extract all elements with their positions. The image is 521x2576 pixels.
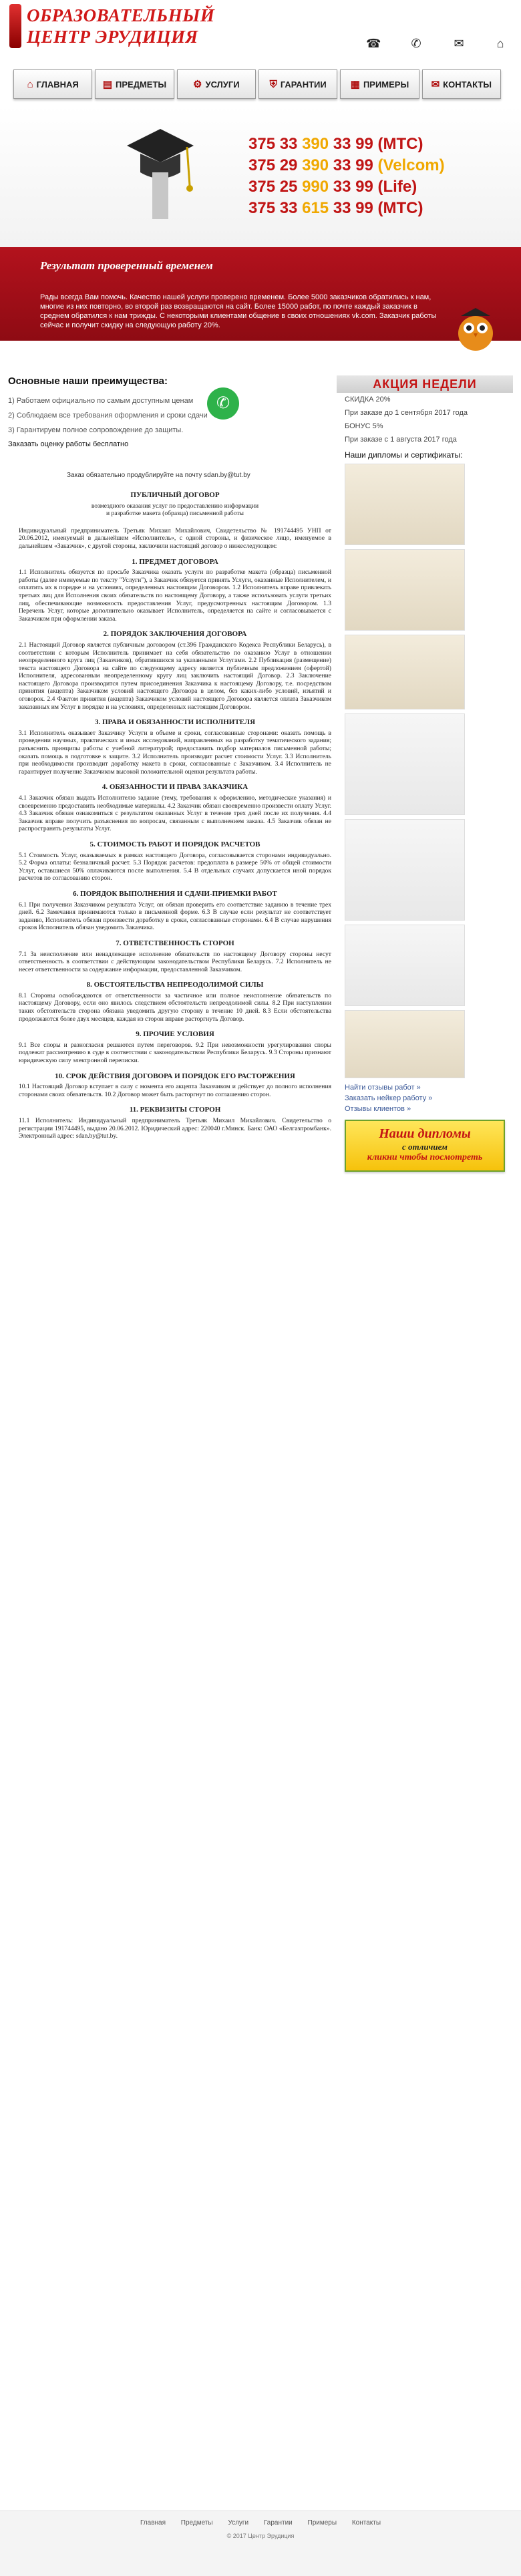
phone-list [248,134,445,219]
advantages-title: Основные наши преимущества: [8,375,168,387]
diplomas-title: Наши дипломы и сертификаты: [345,450,463,460]
section-text: 4.1 Заказчик обязан выдать Исполнителю задание (тему, требования к оформлению, методические указания) и своевременно предоставить необходимые материалы. 4.2 Заказчик обязан своевременно произвести оплату Услуг. 4.3 Заказчик обязан ознакомиться с результатом оказанных Услуг в течение трех дней после их получения. 4.4 Заказчик вправе получить разъяснения по вопросам, связанным с выполнением заказа. 4.5 Заказчик обязан не распространять результаты Услуг. [19,794,331,833]
advantage-item: 1) Работаем официально по самым доступным ценам [8,397,194,405]
section-title: 7. ОТВЕТСТВЕННОСТЬ СТОРОН [116,939,234,947]
nav-guarantees[interactable] [258,69,337,99]
footer-link[interactable]: Гарантии [263,2519,293,2527]
honors-diplomas-button[interactable] [345,1120,505,1172]
main-nav [13,69,501,100]
contract-title: ПУБЛИЧНЫЙ ДОГОВОР [130,491,220,499]
footer-link[interactable]: Предметы [180,2519,213,2527]
phone-number[interactable]: 375 25 990 33 99 (Life) [248,178,417,196]
nav-subjects[interactable] [95,69,174,99]
nav-label: ПРЕДМЕТЫ [116,79,167,90]
section-title: 3. ПРАВА И ОБЯЗАННОСТИ ИСПОЛНИТЕЛЯ [94,718,256,727]
honors-line3: кликни чтобы посмотреть [367,1152,483,1162]
nav-label: УСЛУГИ [205,79,240,90]
sidebar [337,375,513,1172]
footer-link[interactable]: Примеры [307,2519,337,2527]
shield-icon: ⛨ [269,78,277,90]
section-text: 6.1 При получении Заказчиком результата Услуг, он обязан проверить его соответствие заданию в течение трех дней. 6.2 Замечания принимаются только в письменной форме. 6.3 В случае если результат не соответствует заданию, Исполнитель обязан произвести доработку в сроки, согласованные сторонами. 6.4 В случае нарушения сроков Исполнитель обязан уведомить Заказчика. [19,901,331,932]
graduation-cap-icon [120,106,200,219]
diploma-thumbnail[interactable] [345,819,465,921]
footer-link[interactable]: Главная [140,2519,166,2527]
sidebar-link[interactable]: Заказать нейкер работу » [345,1094,433,1102]
diploma-thumbnail[interactable] [345,713,465,815]
doc-icon: ▦ [350,79,360,90]
section-title: 11. РЕКВИЗИТЫ СТОРОН [129,1106,221,1114]
section-title: 1. ПРЕДМЕТ ДОГОВОРА [132,557,218,566]
section-title: 4. ОБЯЗАННОСТИ И ПРАВА ЗАКАЗЧИКА [102,783,248,792]
section-text: 3.1 Исполнитель оказывает Заказчику Услуги в объеме и сроки, согласованные сторонами: оказать помощь в проведении научных, практических и иных исследований, направленных на разработку тематического задания; разъяснить принципы работы с учебной литературой; предоставить подбор материалов письменной работы; оказать помощь в подготовке к защите. 3.2 Исполнитель производит расчет стоимости Услуг. 3.3 Исполнитель при необходимости производит доработку макета в сроки, согласованные с Заказчиком. 3.4 Исполнитель не гарантирует получение Заказчиком высокой положительной оценки результата работы. [19,729,331,776]
home-icon: ⌂ [27,78,33,90]
hero-section [0,106,521,247]
nav-label: КОНТАКТЫ [443,79,492,90]
diploma-thumbnail[interactable] [345,635,465,709]
owl-mascot-icon [452,304,500,352]
diploma-thumbnail[interactable] [345,464,465,545]
contract-intro: Индивидуальный предприниматель Третьяк Михаил Михайлович, Свидетельство № 191744495 УНП от 20.06.2012, именуемый в дальнейшем «Исполнитель», с одной стороны, и физическое лицо, именуемое в дальнейшем «Заказчик», с другой стороны, заключили настоящий договор о нижеследующем: [19,526,331,550]
diploma-thumbnail[interactable] [345,549,465,631]
phone-number[interactable]: 375 33 390 33 99 (МТС) [248,135,423,153]
main-column [8,375,334,448]
banner-text: Рады всегда Вам помочь. Качество нашей услуги проверено временем. Более 5000 заказчиков обратились к нам, многие из них повторно, во второй раз возвращаются на сайт. Более 15000 работ, по почте каждый заказчик в среднем обратился к нам трижды. С некоторыми клиентами общение в своих отношениях vk.com. Заказчик работы сейчас и получит скидку на следующую работу 20%. [40,293,437,329]
section-text: 11.1 Исполнитель: Индивидуальный предприниматель Третьяк Михаил Михайлович. Свидетельство о регистрации 191744495, выдано 20.06.2012. Юридический адрес: 220040 г.Минск. Банк: ОАО «Белгазпромбанк». Электронный адрес: sdan.by@tut.by. [19,1117,331,1140]
promo-banner [0,247,521,341]
promo-line: При заказе с 1 августа 2017 года [345,436,457,444]
section-text: 7.1 За неисполнение или ненадлежащее исполнение обязательств по настоящему Договору стороны несут ответственность в соответствии с действующим законодательством Республики Беларусь. 7.2 Исполнитель не несет ответственности за содержание информации, предоставленной Заказчиком. [19,950,331,973]
contract-subtitle: возмездного оказания услуг по предоставлению информации и разработке макета (образца) письменной работы [91,502,259,518]
logo-line2[interactable]: ЦЕНТР ЭРУДИЦИЯ [27,27,198,47]
home-icon[interactable]: ⌂ [496,37,504,50]
mail-icon[interactable]: ✉ [454,37,464,50]
promo-line: СКИДКА 20% [345,395,391,404]
section-title: 2. ПОРЯДОК ЗАКЛЮЧЕНИЯ ДОГОВОРА [103,630,247,639]
promo-of-week-header: АКЦИЯ НЕДЕЛИ [337,375,513,393]
phone-number[interactable]: 375 33 615 33 99 (МТС) [248,199,423,217]
phone-number[interactable]: 375 29 390 33 99 (Velcom) [248,156,445,174]
section-text: 9.1 Все споры и разногласия решаются путем переговоров. 9.2 При невозможности урегулирования споры подлежат рассмотрению в суде в соответствии с законодательством Республики Беларусь. 9.3 Стороны признают юридическую силу электронной переписки. [19,1041,331,1065]
section-text: 2.1 Настоящий Договор является публичным договором (ст.396 Гражданского Кодекса Республики Беларусь), в соответствии с которым Исполнитель принимает на себя обязательство по оказанию Услуг в отношении неопределенного круга лиц (Заказчиков), обратившихся за указанными Услугами. 2.2 Публикация (размещение) текста настоящего Договора на сайте по следующему адресу является публичным предложением (офертой) Исполнителя, адресованным неопределенному кругу лиц заключить настоящий Договор. 2.3 Заключение настоящего Договора производится путем присоединения Заказчика к настоящему Договору, т.е. посредством принятия (акцепта) Заказчиком условий настоящего Договора в целом, без каких-либо условий, изъятий и оговорок. 2.4 Фактом принятия (акцепта) Заказчиком условий настоящего Договора является оплата Заказчиком заказанных им Услуг в порядке и на условиях, определенных настоящим Договором. [19,641,331,711]
section-title: 5. СТОИМОСТЬ РАБОТ И ПОРЯДОК РАСЧЕТОВ [90,840,260,848]
nav-examples[interactable] [340,69,419,99]
promo-line: БОНУС 5% [345,422,383,430]
footer-link[interactable]: Услуги [228,2519,249,2527]
public-contract [19,492,331,1143]
nav-contacts[interactable] [422,69,501,99]
footer-link[interactable]: Контакты [351,2519,381,2527]
section-title: 6. ПОРЯДОК ВЫПОЛНЕНИЯ И СДАЧИ-ПРИЕМКИ РАБОТ [73,889,277,898]
promo-line: При заказе до 1 сентября 2017 года [345,409,468,417]
nav-label: ПРИМЕРЫ [363,79,409,90]
gear-icon: ⚙ [193,79,202,90]
logo-mark [9,4,21,48]
phone-icon[interactable]: ✆ [411,37,421,50]
section-text: 1.1 Исполнитель обязуется по просьбе Заказчика оказать услуги по разработке макета (образца) письменной работы (далее именуемые по тексту "Услуги"), а Заказчик обязуется принять Услуги, оказанные Исполнителем, и оплатить их в порядке и на условиях, определенных настоящим Договором. 1.2 Исполнитель вправе привлекать третьих лиц для Исполнения своих обязательств по настоящему Договору, а также использовать услуги третьих лиц, обеспечивающие возможность предоставления Услуг, предусмотренных настоящим Договором. 1.3 Перечень Услуг, которые дополнительно оказывает Исполнитель, определяется на сайте и согласовывается с Заказчиком при оформлении заказа. [19,569,331,623]
footer-nav [0,2519,521,2527]
nav-label: ГАРАНТИИ [280,79,327,90]
nav-services[interactable] [177,69,256,99]
certificate-thumbnail[interactable] [345,925,465,1006]
section-title: 9. ПРОЧИЕ УСЛОВИЯ [136,1030,214,1039]
section-title: 10. СРОК ДЕЙСТВИЯ ДОГОВОРА И ПОРЯДОК ЕГО РАСТОРЖЕНИЯ [55,1072,295,1080]
email-notice[interactable]: Заказ обязательно продублируйте на почту sdan.by@tut.by [67,472,250,479]
nav-home[interactable] [13,69,92,99]
site-header [0,0,521,65]
order-estimate-link[interactable]: Заказать оценку работы бесплатно [8,440,129,448]
vk-icon[interactable]: ☎ [366,37,381,50]
section-text: 5.1 Стоимость Услуг, оказываемых в рамках настоящего Договора, согласовывается сторонами индивидуально. 5.2 Форма оплаты: безналичный расчет. 5.3 Порядок расчетов: предоплата в размере 50% от общей стоимости Услуг, оставшиеся 50% оплачиваются после выполнения. 5.4 В отдельных случаях допускается иной порядок расчетов по согласованию сторон. [19,851,331,882]
honors-line2: с отличием [402,1142,448,1152]
phone-call-badge-icon[interactable]: ✆ [207,387,239,420]
copyright: © 2017 Центр Эрудиция [226,2533,295,2539]
advantage-item: 3) Гарантируем полное сопровождение до защиты. [8,426,184,434]
section-text: 10.1 Настоящий Договор вступает в силу с момента его акцепта Заказчиком и действует до полного исполнения сторонами своих обязательств. 10.2 Договор может быть расторгнут по соглашению сторон. [19,1083,331,1098]
logo-line1[interactable]: ОБРАЗОВАТЕЛЬНЫЙ [27,5,215,25]
section-title: 8. ОБСТОЯТЕЛЬСТВА НЕПРЕОДОЛИМОЙ СИЛЫ [86,981,264,989]
certificate-thumbnail[interactable] [345,1010,465,1078]
site-footer [0,2511,521,2576]
advantage-item: 2) Соблюдаем все требования оформления и сроки сдачи [8,412,208,420]
banner-title: Результат проверенный временем [40,259,213,272]
sidebar-link[interactable]: Отзывы клиентов » [345,1105,411,1113]
contact-icon: ✉ [431,79,440,90]
sidebar-link[interactable]: Найти отзывы работ » [345,1084,421,1092]
honors-line1: Наши дипломы [379,1126,471,1141]
section-text: 8.1 Стороны освобождаются от ответственности за частичное или полное неисполнение обязательств по настоящему Договору, если оно явилось следствием обстоятельств непреодолимой силы. 8.2 При наступлении таких обстоятельств сторона обязана уведомить другую сторону в течение 10 дней. 8.3 Если обстоятельства продолжаются более двух месяцев, каждая из сторон вправе расторгнуть Договор. [19,991,331,1023]
books-icon: ▤ [102,79,113,90]
nav-label: ГЛАВНАЯ [36,79,79,90]
